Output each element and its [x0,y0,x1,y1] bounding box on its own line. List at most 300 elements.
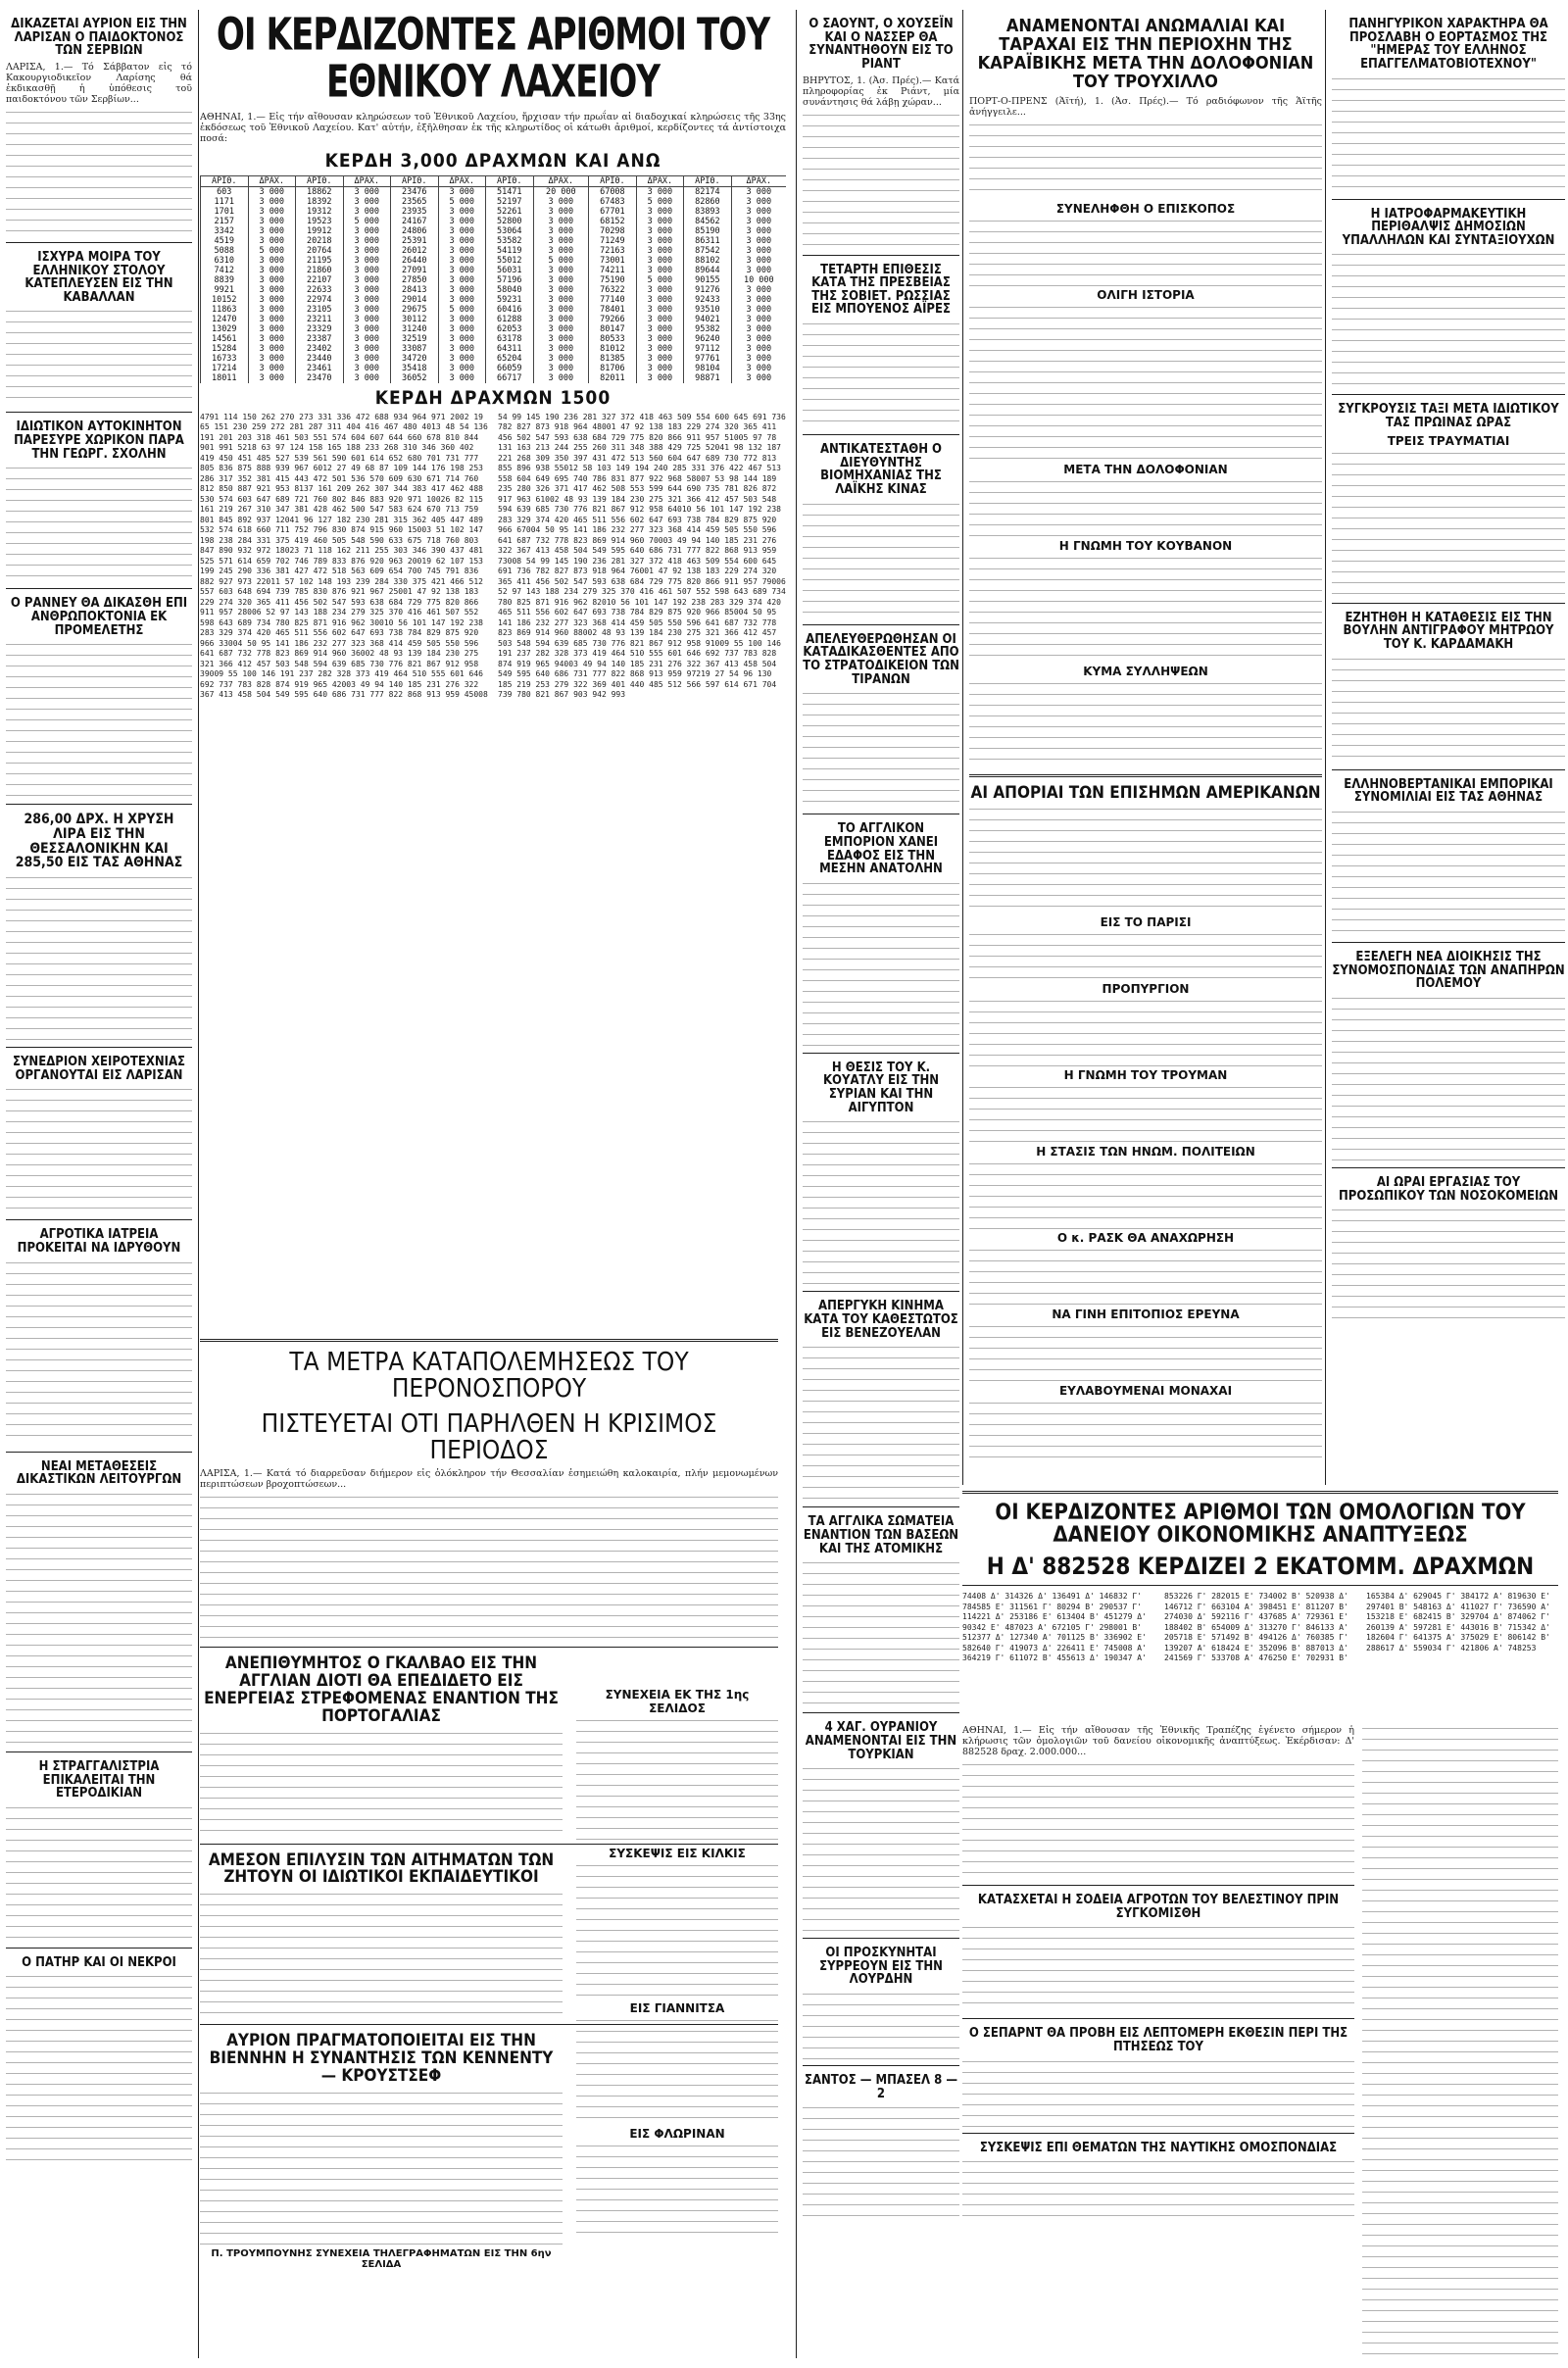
subhead-cuban-view: Η ΓΝΩΜΗ ΤΟΥ ΚΟΥΒΑΝΟΝ [1058,538,1233,553]
text-block [1332,809,1565,936]
table-cell: 3 000 [438,217,486,226]
divider [962,1491,1558,1494]
divider [803,1291,959,1292]
table-cell: 5 000 [533,256,589,266]
headline-greek-british-talks: ΕΛΛΗΝΟΒΕΡΤΑΝΙΚΑΙ ΕΜΠΟΡΙΚΑΙ ΣΥΝΟΜΙΛΙΑΙ ΕΙΣ ΤΑΣ ΑΘΗΝΑΣ [1344,776,1553,806]
table-cell: 3 000 [636,324,684,334]
table-cell: 23387 [296,334,344,344]
table-cell: 12470 [201,315,249,324]
table-cell: 70298 [589,226,637,236]
table-cell: 3 000 [343,236,391,246]
table-cell: 65204 [486,354,534,364]
table-cell: 32519 [391,334,439,344]
table-cell: 3 000 [731,354,786,364]
table-cell: 14561 [201,334,249,344]
table-cell: 3 000 [248,236,296,246]
table-cell: 52800 [486,217,534,226]
bond-section [962,1485,1558,1720]
text-block [6,874,192,1041]
table-cell: 3 000 [636,226,684,236]
table-cell: 61288 [486,315,534,324]
table-cell: 3 000 [343,305,391,315]
table-cell: 3 000 [533,246,589,256]
subhead-rusk: Ο κ. ΡΑΣΚ ΘΑ ΑΝΑΧΩΡΗΣΗ [1056,1231,1235,1246]
table-cell: 81385 [589,354,637,364]
headline-fleet-kavala: ΙΣΧΥΡΑ ΜΟΙΡΑ ΤΟΥ ΕΛΛΗΝΙΚΟΥ ΣΤΟΛΟΥ ΚΑΤΕΠΛΕΥΣΕΝ ΕΙΣ ΤΗΝ ΚΑΒΑΛΛΑΝ [24,249,173,305]
subhead-three-injured: ΤΡΕΙΣ ΤΡΑΥΜΑΤΙΑΙ [1387,433,1510,448]
table-cell: 67483 [589,197,637,207]
table-header-row [201,175,787,186]
table-row [201,207,787,217]
table-cell: 3 000 [731,197,786,207]
table-cell: 3 000 [533,324,589,334]
table-cell: 20218 [296,236,344,246]
table-cell: 3 000 [533,236,589,246]
table-row [201,344,787,354]
subhead-bishop-arrested: ΣΥΝΕΛΗΦΘΗ Ο ΕΠΙΣΚΟΠΟΣ [1055,201,1236,216]
table-cell: 21195 [296,256,344,266]
lottery-section [200,10,786,1323]
table-cell: 91276 [684,285,732,295]
text-block [576,2143,778,2241]
table-cell: 51471 [486,186,534,197]
table-cell: 3 000 [731,226,786,236]
table-cell: 23211 [296,315,344,324]
table-cell: 3 000 [533,295,589,305]
lottery-prize-table [200,175,786,383]
table-cell: 27850 [391,275,439,285]
text-block [962,1924,1354,2012]
table-cell: 23935 [391,207,439,217]
table-cell: 1701 [201,207,249,217]
table-cell: 603 [201,186,249,197]
text-block [1332,995,1565,1161]
table-cell: 3 000 [343,344,391,354]
headline-kouatly: Η ΘΕΣΙΣ ΤΟΥ Κ. ΚΟΥΑΤΛΥ ΕΙΣ ΤΗΝ ΣΥΡΙΑΝ ΚΑΙ ΤΗΝ ΑΙΓΥΠΤΟΝ [822,1060,940,1115]
table-cell: 3 000 [731,305,786,315]
table-cell: 98871 [684,373,732,383]
table-cell: 3 000 [438,246,486,256]
table-cell: 3 000 [533,197,589,207]
text-block [803,321,959,428]
text-block [6,308,192,406]
text-block [1332,251,1565,388]
text-block [6,1086,192,1213]
text-block [576,2017,778,2125]
divider [6,1047,192,1048]
table-cell: 18011 [201,373,249,383]
table-cell: 81012 [589,344,637,354]
table-cell: 3 000 [248,373,296,383]
article-caribbean: ΠΟΡΤ-Ο-ΠΡΕΝΣ (Ἁϊτή), 1. (Ἀσ. Πρές).— Τό ραδιόφωνον τῆς Ἁϊτῆς ἀνήγγειλε... [969,95,1322,118]
table-cell: 3 000 [533,305,589,315]
table-cell: 52261 [486,207,534,217]
divider [200,1647,778,1648]
headline-velestino-crop: ΚΑΤΑΣΧΕΤΑΙ Η ΣΟΔΕΙΑ ΑΓΡΟΤΩΝ ΤΟΥ ΒΕΛΕΣΤΙΝΟΥ ΠΡΙΝ ΣΥΓΚΟΜΙΣΘΗ [977,1893,1340,1921]
table-cell: 15284 [201,344,249,354]
text-block [969,304,1322,461]
table-cell: 3 000 [438,354,486,364]
headline-rural-clinics: ΑΓΡΟΤΙΚΑ ΙΑΤΡΕΙΑ ΠΡΟΚΕΙΤΑΙ ΝΑ ΙΔΡΥΘΟΥΝ [17,1227,181,1256]
table-row [201,315,787,324]
table-header-cell: ΔΡΑΧ. [438,175,486,186]
table-cell: 86311 [684,236,732,246]
table-cell: 3 000 [636,344,684,354]
table-cell: 3 000 [438,275,486,285]
headline-china-industry: ΑΝΤΙΚΑΤΕΣΤΑΘΗ Ο ΔΙΕΥΘΥΝΤΗΣ ΒΙΟΜΗΧΑΝΙΑΣ ΤΗΣ ΛΑΪΚΗΣ ΚΙΝΑΣ [819,442,942,498]
table-cell: 3 000 [636,186,684,197]
table-cell: 3 000 [533,344,589,354]
divider [6,1452,192,1453]
table-cell: 19312 [296,207,344,217]
table-cell: 76322 [589,285,637,295]
text-block [969,1323,1322,1382]
headline-kardamakis: ΕΖΗΤΗΘΗ Η ΚΑΤΑΘΕΣΙΣ ΕΙΣ ΤΗΝ ΒΟΥΛΗΝ ΑΝΤΙΓΡΑΦΟΥ ΜΗΤΡΩΟΥ ΤΟΥ Κ. ΚΑΡΔΑΜΑΚΗ [1343,610,1554,653]
table-cell: 3 000 [438,186,486,197]
table-cell: 5 000 [343,217,391,226]
table-cell: 3 000 [248,256,296,266]
table-cell: 3 000 [343,315,391,324]
table-cell: 34720 [391,354,439,364]
table-cell: 30112 [391,315,439,324]
headline-naval-federation: ΣΥΣΚΕΨΙΣ ΕΠΙ ΘΕΜΑΤΩΝ ΤΗΣ ΝΑΥΤΙΚΗΣ ΟΜΟΣΠΟΝΔΙΑΣ [979,2140,1338,2155]
table-cell: 3 000 [343,186,391,197]
lottery-numbers-1500: 4791 114 150 262 270 273 331 336 472 688 934 964 971 2002 19 65 151 230 259 272 281 287 311 404 416 467 480 4013 48 54 136 191 201 203 318 461 503 551 574 604 607 644 660 678 810 844 901 991 5218 63 97 124 158 165 188 233 268 310 346 360 402 419 450 451 485 527 539 561 590 601 614 652 680 701 731 777 805 836 875 888 939 967 6012 27 49 68 87 109 144 176 198 253 286 317 352 381 415 443 472 501 536 570 609 630 671 714 760 812 850 887 921 953 8137 161 209 262 307 344 383 417 462 488 530 574 603 647 689 721 760 802 846 883 920 971 10026 82 115 161 219 267 310 347 381 428 462 500 547 583 624 670 713 759 801 845 892 937 12041 96 127 182 230 281 315 362 405 447 489 532 574 618 660 711 752 796 830 874 915 960 15003 51 102 147 198 238 284 331 375 419 460 505 548 590 633 675 718 760 803 847 890 932 972 18023 71 118 162 211 255 303 346 390 437 481 525 571 614 659 702 746 789 833 876 920 963 20019 62 107 153 199 245 290 336 381 427 472 518 563 609 654 700 745 791 836 882 927 973 22011 57 102 148 193 239 284 330 375 421 466 512 557 603 648 694 739 785 830 876 921 967 25001 47 92 138 183 229 274 320 365 411 456 502 547 593 638 684 729 775 820 866 911 957 28006 52 97 143 188 234 279 325 370 416 461 507 552 598 643 689 734 780 825 871 916 962 30010 56 101 147 192 238 283 329 374 420 465 511 556 602 647 693 738 784 829 875 920 966 33004 50 95 141 186 232 277 323 368 414 459 505 550 596 641 687 732 778 823 869 914 960 36002 48 93 139 184 230 275 321 366 412 457 503 548 594 639 685 730 776 821 867 912 958 39009 55 100 146 191 237 282 328 373 419 464 510 555 601 646 692 737 783 828 874 919 965 42003 49 94 140 185 231 276 322 367 413 458 504 549 595 640 686 731 777 822 868 913 959 45008 54 99 145 190 236 281 327 372 418 463 509 554 600 645 691 736 782 827 873 918 964 48001 47 92 138 183 229 274 320 365 411 456 502 547 593 638 684 729 775 820 866 911 957 51005 97 78 131 163 213 244 255 260 311 348 388 429 725 52041 98 132 187 221 268 309 350 397 431 472 513 560 604 647 689 730 772 813 855 896 938 55012 58 103 149 194 240 285 331 376 422 467 513 558 604 649 695 740 786 831 877 922 968 58007 53 98 144 189 235 280 326 371 417 462 508 553 599 644 690 735 781 826 872 917 963 61002 48 93 139 184 230 275 321 366 412 457 503 548 594 639 685 730 776 821 867 912 958 64010 56 101 147 192 238 283 329 374 420 465 511 556 602 647 693 738 784 829 875 920 966 67004 50 95 141 186 232 277 323 368 414 459 505 550 596 641 687 732 778 823 869 914 960 70003 49 94 140 185 231 276 322 367 413 458 504 549 595 640 686 731 777 822 868 913 959 73008 54 99 145 190 236 281 327 372 418 463 509 554 600 645 691 736 782 827 873 918 964 76001 47 92 138 183 229 274 320 365 411 456 502 547 593 638 684 729 775 820 866 911 957 79006 52 97 143 188 234 279 325 370 416 461 507 552 598 643 689 734 780 825 871 916 962 82010 56 101 147 192 238 283 329 374 420 465 511 556 602 647 693 738 784 829 875 920 966 85004 50 95 141 186 232 277 323 368 414 459 505 550 596 641 687 732 778 823 869 914 960 88002 48 93 139 184 230 275 321 366 412 457 503 548 594 639 685 730 776 821 867 912 958 91009 55 100 146 191 237 282 328 373 419 464 510 555 601 646 692 737 783 828 874 919 965 94003 49 94 140 185 231 276 322 367 413 458 504 549 595 640 686 731 777 822 868 913 959 97219 27 54 96 130 185 219 253 279 322 369 401 440 485 512 566 597 614 671 704 739 780 821 867 903 942 993 [200,412,786,700]
table-header-cell: ΑΡΙΘ. [684,175,732,186]
table-cell: 5 000 [636,197,684,207]
table-row [201,373,787,383]
table-cell: 3 000 [731,246,786,256]
table-cell: 79266 [589,315,637,324]
table-cell: 56031 [486,266,534,275]
headline-saud-riyadh: Ο ΣΑΟΥΝΤ, Ο ΧΟΥΣΕΪΝ ΚΑΙ Ο ΝΑΣΣΕΡ ΘΑ ΣΥΝΑΝΤΗΘΟΥΝ ΕΙΣ ΤΟ ΡΙΑΝΤ [808,17,954,72]
table-cell: 3 000 [343,256,391,266]
headline-tirana-released: ΑΠΕΛΕΥΘΕΡΩΘΗΣΑΝ ΟΙ ΚΑΤΑΔΙΚΑΣΘΕΝΤΕΣ ΑΠΟ ΤΟ ΣΤΡΑΤΟΔΙΚΕΙΟΝ ΤΩΝ ΤΙΡΑΝΩΝ [803,631,959,687]
text-block [969,680,1322,768]
table-row [201,217,787,226]
table-cell: 3 000 [636,373,684,383]
table-cell: 29675 [391,305,439,315]
divider [6,1219,192,1220]
table-cell: 52197 [486,197,534,207]
table-cell: 3 000 [438,295,486,305]
text-block [803,112,959,249]
table-cell: 3 000 [731,344,786,354]
table-cell: 54119 [486,246,534,256]
bond-subtitle: Η Δ' 882528 ΚΕΡΔΙΖΕΙ 2 ΕΚΑΤΟΜΜ. ΔΡΑΧΜΩΝ [986,1553,1535,1581]
table-cell: 3 000 [533,285,589,295]
article-saud-riyadh: ΒΗΡΥΤΟΣ, 1. (Ἀσ. Πρές).— Κατά πληροφορίας ἐκ Ριάντ, μία συνάντησις θά λάβῃ χώραν... [803,74,959,108]
headline-vienna-summit: ΑΥΡΙΟΝ ΠΡΑΓΜΑΤΟΠΟΙΕΙΤΑΙ ΕΙΣ ΤΗΝ ΒΙΕΝΝΗΝ Η ΣΥΝΑΝΤΗΣΙΣ ΤΩΝ ΚΕΝΝΕΝΤΥ — ΚΡΟΥΣΤΣΕΦ [209,2031,554,2086]
text-block [969,1400,1322,1458]
headline-hospital-hours: ΑΙ ΩΡΑΙ ΕΡΓΑΣΙΑΣ ΤΟΥ ΠΡΟΣΩΠΙΚΟΥ ΤΩΝ ΝΟΣΟΚΟΜΕΙΩΝ [1338,1174,1559,1204]
table-cell: 3 000 [636,236,684,246]
table-cell: 25391 [391,236,439,246]
table-cell: 3 000 [248,207,296,217]
table-cell: 26012 [391,246,439,256]
table-cell: 35418 [391,364,439,373]
column-4 [962,10,1322,1485]
table-cell: 85190 [684,226,732,236]
table-cell: 3 000 [636,334,684,344]
table-cell: 10152 [201,295,249,305]
headline-venezuela-strike: ΑΠΕΡΓΥΚΗ ΚΙΝΗΜΑ ΚΑΤΑ ΤΟΥ ΚΑΘΕΣΤΩΤΟΣ ΕΙΣ ΒΕΝΕΖΟΥΕΛΑΝ [804,1299,958,1341]
table-cell: 82860 [684,197,732,207]
text-block [1332,1207,1565,1324]
text-block [969,1160,1322,1229]
table-cell: 3 000 [248,324,296,334]
table-header-cell: ΔΡΑΧ. [636,175,684,186]
table-row [201,256,787,266]
table-cell: 9921 [201,285,249,295]
table-cell: 3 000 [731,315,786,324]
text-block [200,1891,563,2018]
headline-teachers: ΑΜΕΣΟΝ ΕΠΙΛΥΣΙΝ ΤΩΝ ΑΙΤΗΜΑΤΩΝ ΤΩΝ ΖΗΤΟΥΝ ΟΙ ΙΔΙΩΤΙΚΟΙ ΕΚΠΑΙΔΕΥΤΙΚΟΙ [208,1850,555,1888]
table-cell: 3 000 [248,295,296,305]
table-cell: 63178 [486,334,534,344]
table-cell: 3 000 [438,256,486,266]
divider [1332,1167,1565,1168]
table-cell: 3 000 [343,373,391,383]
table-cell: 88102 [684,256,732,266]
table-cell: 3 000 [731,285,786,295]
table-row [201,295,787,305]
headline-us-officials: ΑΙ ΑΠΟΡΙΑΙ ΤΩΝ ΕΠΙΣΗΜΩΝ ΑΜΕΡΙΚΑΝΩΝ [970,782,1321,803]
table-cell: 27091 [391,266,439,275]
table-cell: 3 000 [438,236,486,246]
table-cell: 3 000 [438,285,486,295]
subhead-kilkis: ΣΥΣΚΕΨΙΣ ΕΙΣ ΚΙΛΚΙΣ [609,1847,746,1860]
table-cell: 3 000 [343,324,391,334]
divider [1332,394,1565,395]
table-cell: 19523 [296,217,344,226]
table-cell: 3 000 [731,256,786,266]
table-cell: 3 000 [438,315,486,324]
lottery-intro: ΑΘΗΝΑΙ, 1.— Εἰς τήν αἴθουσαν κληρώσεων τοῦ Ἐθνικοῦ Λαχείου, ἤρχισαν τήν πρωΐαν αἱ διαδοχικαί κληρώσεις τῆς 33ης ἐκδόσεως τοῦ Ἐθνικοῦ Λαχείου. Κατ' αὐτήν, ἐξῆλθησαν ἐκ τῆς κληρωτίδος οἱ κάτωθι ἀριθμοί, κερδίζοντες τά ἀντίστοιχα ποσά: [200,111,786,144]
table-cell: 26440 [391,256,439,266]
table-cell: 23105 [296,305,344,315]
text-block [1332,656,1565,764]
table-cell: 7412 [201,266,249,275]
divider [1332,769,1565,770]
text-block [803,690,959,808]
text-block [969,806,1322,913]
headline-caribbean-unrest: ΑΝΑΜΕΝΟΝΤΑΙ ΑΝΩΜΑΛΙΑΙ ΚΑΙ ΤΑΡΑΧΑΙ ΕΙΣ ΤΗΝ ΠΕΡΙΟΧΗΝ ΤΗΣ ΚΑΡΑΪΒΙΚΗΣ ΜΕΤΑ ΤΗΝ ΔΟΛΟΦΟΝΙΑΝ ΤΟΥ ΤΡΟΥΧΙΛΛΟ [977,16,1314,92]
table-cell: 6310 [201,256,249,266]
divider [1332,603,1565,604]
table-cell: 3 000 [248,197,296,207]
table-cell: 3 000 [636,364,684,373]
table-cell: 3 000 [248,334,296,344]
text-block [803,501,959,618]
table-cell: 3 000 [636,354,684,364]
table-cell: 3 000 [731,295,786,305]
text-block [6,641,192,798]
table-row [201,266,787,275]
table-cell: 11863 [201,305,249,315]
table-header-cell: ΑΡΙΘ. [486,175,534,186]
table-cell: 3 000 [636,207,684,217]
divider [1332,942,1565,943]
text-block [1332,75,1565,193]
headline-santos-basel: ΣΑΝΤΟΣ — ΜΠΑΣΕΛ 8 — 2 [804,2073,958,2101]
table-cell: 3 000 [343,295,391,305]
table-cell: 3 000 [248,305,296,315]
table-cell: 3 000 [248,315,296,324]
headline-british-trade: ΤΟ ΑΓΓΛΙΚΟΝ ΕΜΠΟΡΙΟΝ ΧΑΝΕΙ ΕΔΑΦΟΣ ΕΙΣ ΤΗΝ ΜΕΣΗΝ ΑΝΑΤΟΛΗΝ [819,821,943,877]
table-cell: 36052 [391,373,439,383]
headline-gold-sovereign: 286,00 ΔΡΧ. Η ΧΡΥΣΗ ΛΙΡΑ ΕΙΣ ΤΗΝ ΘΕΣΣΑΛΟΝΙΚΗΝ ΚΑΙ 285,50 ΕΙΣ ΤΑΣ ΑΘΗΝΑΣ [15,812,183,871]
text-block [969,122,1322,200]
bond-articles [962,1725,1354,2358]
table-cell: 3 000 [343,354,391,364]
headline-war-disabled: ΕΞΕΛΕΓΗ ΝΕΑ ΔΙΟΙΚΗΣΙΣ ΤΗΣ ΣΥΝΟΜΟΣΠΟΝΔΙΑΣ ΤΩΝ ΑΝΑΠΗΡΩΝ ΠΟΛΕΜΟΥ [1332,949,1565,992]
divider [962,2133,1354,2134]
table-cell: 16733 [201,354,249,364]
text-block [962,2058,1354,2127]
table-cell: 66717 [486,373,534,383]
table-cell: 3 000 [248,354,296,364]
table-row [201,324,787,334]
headline-uranium-turkey: 4 ΧΑΓ. ΟΥΡΑΝΙΟΥ ΑΝΑΜΕΝΟΝΤΑΙ ΕΙΣ ΤΗΝ ΤΟΥΡΚΙΑΝ [805,1720,957,1762]
headline-strangler: Η ΣΤΡΑΓΓΑΛΙΣΤΡΙΑ ΕΠΙΚΑΛΕΙΤΑΙ ΤΗΝ ΕΤΕΡΟΔΙΚΙΑΝ [38,1758,160,1801]
table-cell: 83893 [684,207,732,217]
headline-craftsman-day: ΠΑΝΗΓΥΡΙΚΟΝ ΧΑΡΑΚΤΗΡΑ ΘΑ ΠΡΟΣΛΑΒΗ Ο ΕΟΡΤΑΣΜΟΣ ΤΗΣ "ΗΜΕΡΑΣ ΤΟΥ ΕΛΛΗΝΟΣ ΕΠΑΓΓΕΛΜΑΤΟΒΙΟΤΕΧΝΟΥ" [1348,17,1548,72]
table-cell: 23565 [391,197,439,207]
table-cell: 3 000 [248,266,296,275]
table-row [201,236,787,246]
subhead-after-assassination: ΜΕΤΑ ΤΗΝ ΔΟΛΟΦΟΝΙΑΝ [1063,462,1228,476]
table-cell: 3 000 [731,207,786,217]
table-cell: 18392 [296,197,344,207]
table-cell: 68152 [589,217,637,226]
table-cell: 3 000 [636,285,684,295]
table-cell: 3 000 [438,207,486,217]
table-row [201,364,787,373]
table-cell: 3 000 [533,207,589,217]
table-cell: 3 000 [248,226,296,236]
table-row [201,285,787,295]
divider [803,1053,959,1054]
table-cell: 96240 [684,334,732,344]
lottery-section-3000: ΚΕΡΔΗ 3,000 ΔΡΑΧΜΩΝ ΚΑΙ ΑΝΩ [324,149,662,172]
table-cell: 53064 [486,226,534,236]
text-block [969,998,1322,1066]
table-cell: 3 000 [248,217,296,226]
table-cell: 62053 [486,324,534,334]
divider [803,255,959,256]
table-header-cell: ΔΡΑΧ. [248,175,296,186]
divider [6,242,192,243]
bottom-section [200,1333,953,2358]
table-cell: 3 000 [343,246,391,256]
table-cell: 72163 [589,246,637,256]
divider [6,412,192,413]
table-cell: 3 000 [438,324,486,334]
table-cell: 3 000 [731,266,786,275]
table-cell: 57196 [486,275,534,285]
table-cell: 5 000 [248,246,296,256]
headline-soviet-embassy: ΤΕΤΑΡΤΗ ΕΠΙΘΕΣΙΣ ΚΑΤΑ ΤΗΣ ΠΡΕΣΒΕΙΑΣ ΤΗΣ ΣΟΒΙΕΤ. ΡΩΣΣΙΑΣ ΕΙΣ ΜΠΟΥΕΝΟΣ ΑΪΡΕΣ [811,262,951,318]
table-row [201,275,787,285]
table-header-cell: ΑΡΙΘ. [296,175,344,186]
table-cell: 13029 [201,324,249,334]
headline-peronospora: ΤΑ ΜΕΤΡΑ ΚΑΤΑΠΟΛΕΜΗΣΕΩΣ ΤΟΥ ΠΕΡΟΝΟΣΠΟΡΟΥ [289,1348,689,1405]
table-cell: 97112 [684,344,732,354]
article-peronospora: ΛΑΡΙΣΑ, 1.— Κατά τό διαρρεῦσαν διήμερον εἰς ὁλόκληρον τήν Θεσσαλίαν ἐσημειώθη καλοκαιρία, πλήν μεμονωμένων περιπτώσεων βροχοπτώσεων... [200,1468,778,1491]
table-row [201,246,787,256]
table-cell: 80147 [589,324,637,334]
table-cell: 19912 [296,226,344,236]
table-cell: 8839 [201,275,249,285]
article-bond-draw: ΑΘΗΝΑΙ, 1.— Εἰς τήν αἴθουσαν τῆς Ἐθνικῆς Τραπέζης ἐγένετο σήμερον ἡ κλήρωσις τῶν ὁμολογιῶν τοῦ δανείου οἰκονομικῆς ἀναπτύξεως. Ἐκέρδισαν: Δ' 882528 δραχ. 2.000.000... [962,1725,1354,1757]
table-cell: 75190 [589,275,637,285]
table-cell: 29014 [391,295,439,305]
table-cell: 3 000 [438,266,486,275]
text-block [969,931,1322,980]
table-cell: 82011 [589,373,637,383]
table-cell: 5 000 [438,197,486,207]
table-cell: 3 000 [731,236,786,246]
table-cell: 3 000 [731,186,786,197]
article-larisa-trial: ΛΑΡΙΣΑ, 1.— Τό Σάββατον εἰς τό Κακουργιοδικεῖον Λαρίσης θά ἐκδικασθῇ ἡ ὑπόθεσις τοῦ παιδοκτόνου τῶν Σερβίων... [6,61,192,105]
headline-taxi-collision: ΣΥΓΚΡΟΥΣΙΣ ΤΑΞΙ ΜΕΤΑ ΙΔΙΩΤΙΚΟΥ ΤΑΣ ΠΡΩΙΝΑΣ ΩΡΑΣ [1338,402,1559,431]
table-cell: 3 000 [438,373,486,383]
text-block [969,218,1322,286]
table-cell: 3 000 [636,305,684,315]
table-cell: 2157 [201,217,249,226]
table-cell: 3 000 [533,334,589,344]
divider [6,588,192,589]
table-cell: 3 000 [533,226,589,236]
table-cell: 73001 [589,256,637,266]
table-cell: 1171 [201,197,249,207]
table-cell: 23402 [296,344,344,354]
table-cell: 21860 [296,266,344,275]
lottery-section-1500: ΚΕΡΔΗ ΔΡΑΧΜΩΝ 1500 [374,386,612,409]
subhead-paris: ΕΙΣ ΤΟ ΠΑΡΙΣΙ [1100,915,1192,930]
column-5 [1325,10,1565,1485]
table-cell: 3 000 [636,315,684,324]
table-cell: 23329 [296,324,344,334]
table-row [201,197,787,207]
headline-crafts-congress: ΣΥΝΕΔΡΙΟΝ ΧΕΙΡΟΤΕΧΝΙΑΣ ΟΡΓΑΝΟΥΤΑΙ ΕΙΣ ΛΑΡΙΣΑΝ [12,1055,186,1083]
table-cell: 3 000 [636,217,684,226]
table-cell: 3 000 [533,364,589,373]
table-cell: 20 000 [533,186,589,197]
bond-numbers-continued [1362,1725,1558,2358]
headline-british-unions: ΤΑ ΑΓΓΛΙΚΑ ΣΩΜΑΤΕΙΑ ΕΝΑΝΤΙΟΝ ΤΩΝ ΒΑΣΕΩΝ ΚΑΙ ΤΗΣ ΑΤΟΜΙΚΗΣ [803,1514,959,1556]
divider [803,624,959,625]
table-cell: 33087 [391,344,439,354]
table-cell: 4519 [201,236,249,246]
table-cell: 10 000 [731,275,786,285]
headline-car-accident: ΙΔΙΩΤΙΚΟΝ ΑΥΤΟΚΙΝΗΤΟΝ ΠΑΡΕΣΥΡΕ ΧΩΡΙΚΟΝ ΠΑΡΑ ΤΗΝ ΓΕΩΡΓ. ΣΧΟΛΗΝ [14,419,184,462]
table-cell: 55012 [486,256,534,266]
headline-father-dead: Ο ΠΑΤΗΡ ΚΑΙ ΟΙ ΝΕΚΡΟΙ [22,1954,176,1970]
table-cell: 64311 [486,344,534,354]
headline-judicial-transfers: ΝΕΑΙ ΜΕΤΑΘΕΣΕΙΣ ΔΙΚΑΣΤΙΚΩΝ ΛΕΙΤΟΥΡΓΩΝ [16,1458,182,1488]
table-cell: 59231 [486,295,534,305]
divider [6,804,192,805]
table-cell: 58040 [486,285,534,295]
table-cell: 3 000 [731,373,786,383]
table-cell: 3 000 [636,266,684,275]
table-row [201,354,787,364]
table-cell: 3 000 [438,364,486,373]
bottom-right-stack [576,1686,778,2241]
table-cell: 28413 [391,285,439,295]
